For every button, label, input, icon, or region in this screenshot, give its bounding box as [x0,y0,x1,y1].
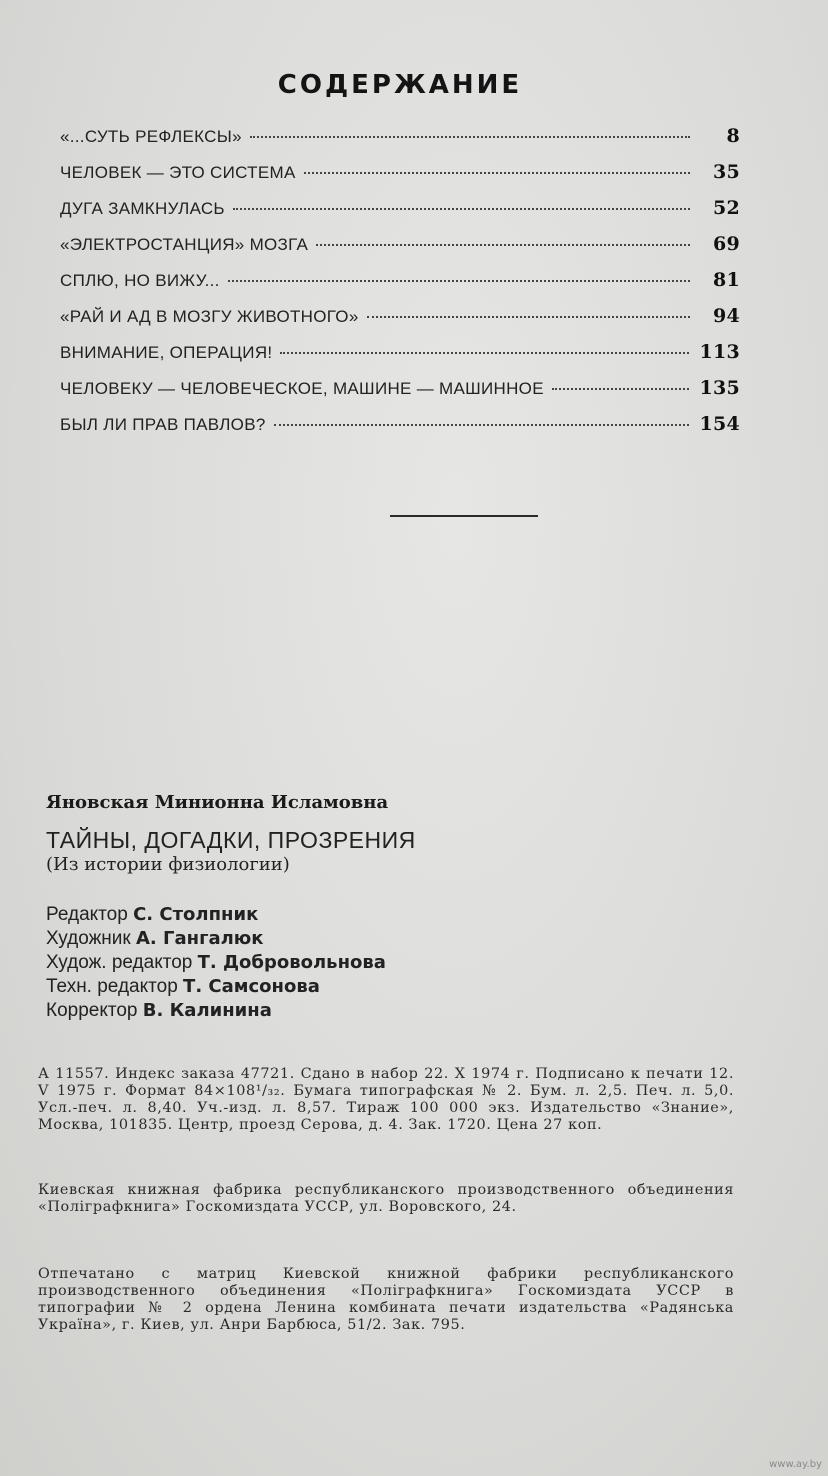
credit-name: А. Гангалюк [135,928,264,949]
section-divider [390,515,538,517]
table-of-contents [60,125,740,449]
dot-leader [274,424,690,426]
dot-leader [233,208,690,210]
toc-entry-label: ЧЕЛОВЕК — ЭТО СИСТЕМА [60,163,296,182]
printer-info: Киевская книжная фабрика республиканского производственного объединения «Поліграфкнига» Госкомиздата УССР, ул. Воровского, 24. [38,1182,734,1215]
dot-leader [316,244,690,246]
toc-title: СОДЕРЖАНИЕ [277,70,523,100]
credit-name: Т. Самсонова [183,976,320,997]
credit-row [46,951,746,975]
toc-entry [60,125,740,161]
toc-entry [60,413,740,449]
dot-leader [552,388,690,390]
toc-entry-page: 35 [712,161,740,183]
toc-entry-page: 81 [712,269,740,291]
book-title: ТАЙНЫ, ДОГАДКИ, ПРОЗРЕНИЯ [46,827,416,853]
credit-name: В. Калинина [142,1000,272,1021]
toc-entry-page: 154 [699,413,740,435]
toc-entry-label: «РАЙ И АД В МОЗГУ ЖИВОТНОГО» [60,307,359,326]
toc-entry [60,305,740,341]
dot-leader [228,280,690,282]
credit-row [46,927,746,951]
toc-entry-label: ВНИМАНИЕ, ОПЕРАЦИЯ! [60,343,273,362]
dot-leader [250,136,690,138]
toc-entry-label: СПЛЮ, НО ВИЖУ... [60,271,220,290]
toc-entry-page: 135 [699,377,740,399]
toc-entry [60,269,740,305]
toc-entry-page: 113 [699,341,740,363]
watermark: www.ay.by [769,1459,822,1470]
toc-entry-page: 8 [726,125,740,147]
publishing-info: А 11557. Индекс заказа 47721. Сдано в набор 22. X 1974 г. Подписано к печати 12. V 1975 г. Формат 84×108¹/₃₂. Бумага типографская № 2. Бум. л. 2,5. Печ. л. 5,0. Усл.-печ. л. 8,40. Уч.-изд. л. 8,57. Тираж 100 000 экз. Издательство «Знание», Москва, 101835. Центр, проезд Серова, д. 4. Зак. 1720. Цена 27 коп. [38,1066,734,1133]
toc-entry [60,341,740,377]
toc-entry-label: «ЭЛЕКТРОСТАНЦИЯ» МОЗГА [60,235,309,254]
credit-name: С. Столпник [133,904,259,925]
toc-entry [60,377,740,413]
toc-entry [60,233,740,269]
toc-entry-label: ДУГА ЗАМКНУЛАСЬ [60,199,225,218]
reprint-info: Отпечатано с матриц Киевской книжной фабрики республиканского производственного объединения «Поліграфкнига» Госкомиздата УССР в типографии № 2 ордена Ленина комбината печати издательства «Радянська Україна», г. Киев, ул. Анри Барбюса, 51/2. Зак. 795. [38,1266,734,1333]
credit-role: Худож. редактор [46,952,193,973]
credit-role: Редактор [46,904,128,925]
credit-row [46,975,746,999]
book-subtitle: (Из истории физиологии) [46,854,290,875]
credits-list [46,903,746,1023]
credit-role: Художник [46,928,131,949]
toc-entry [60,161,740,197]
dot-leader [280,352,689,354]
toc-entry-page: 52 [712,197,740,219]
dot-leader [304,172,690,174]
dot-leader [367,316,690,318]
imprint [46,792,746,1023]
toc-entry-page: 69 [712,233,740,255]
credit-name: Т. Добровольнова [197,952,386,973]
toc-entry-page: 94 [712,305,740,327]
credit-row [46,999,746,1023]
credit-role: Корректор [46,1000,138,1021]
toc-entry-label: БЫЛ ЛИ ПРАВ ПАВЛОВ? [60,415,266,434]
credit-row [46,903,746,927]
toc-entry [60,197,740,233]
toc-entry-label: ЧЕЛОВЕКУ — ЧЕЛОВЕЧЕСКОЕ, МАШИНЕ — МАШИННОЕ [60,379,544,398]
toc-entry-label: «...СУТЬ РЕФЛЕКСЫ» [60,127,242,146]
credit-role: Техн. редактор [46,976,178,997]
author-name: Яновская Минионна Исламовна [46,792,389,813]
